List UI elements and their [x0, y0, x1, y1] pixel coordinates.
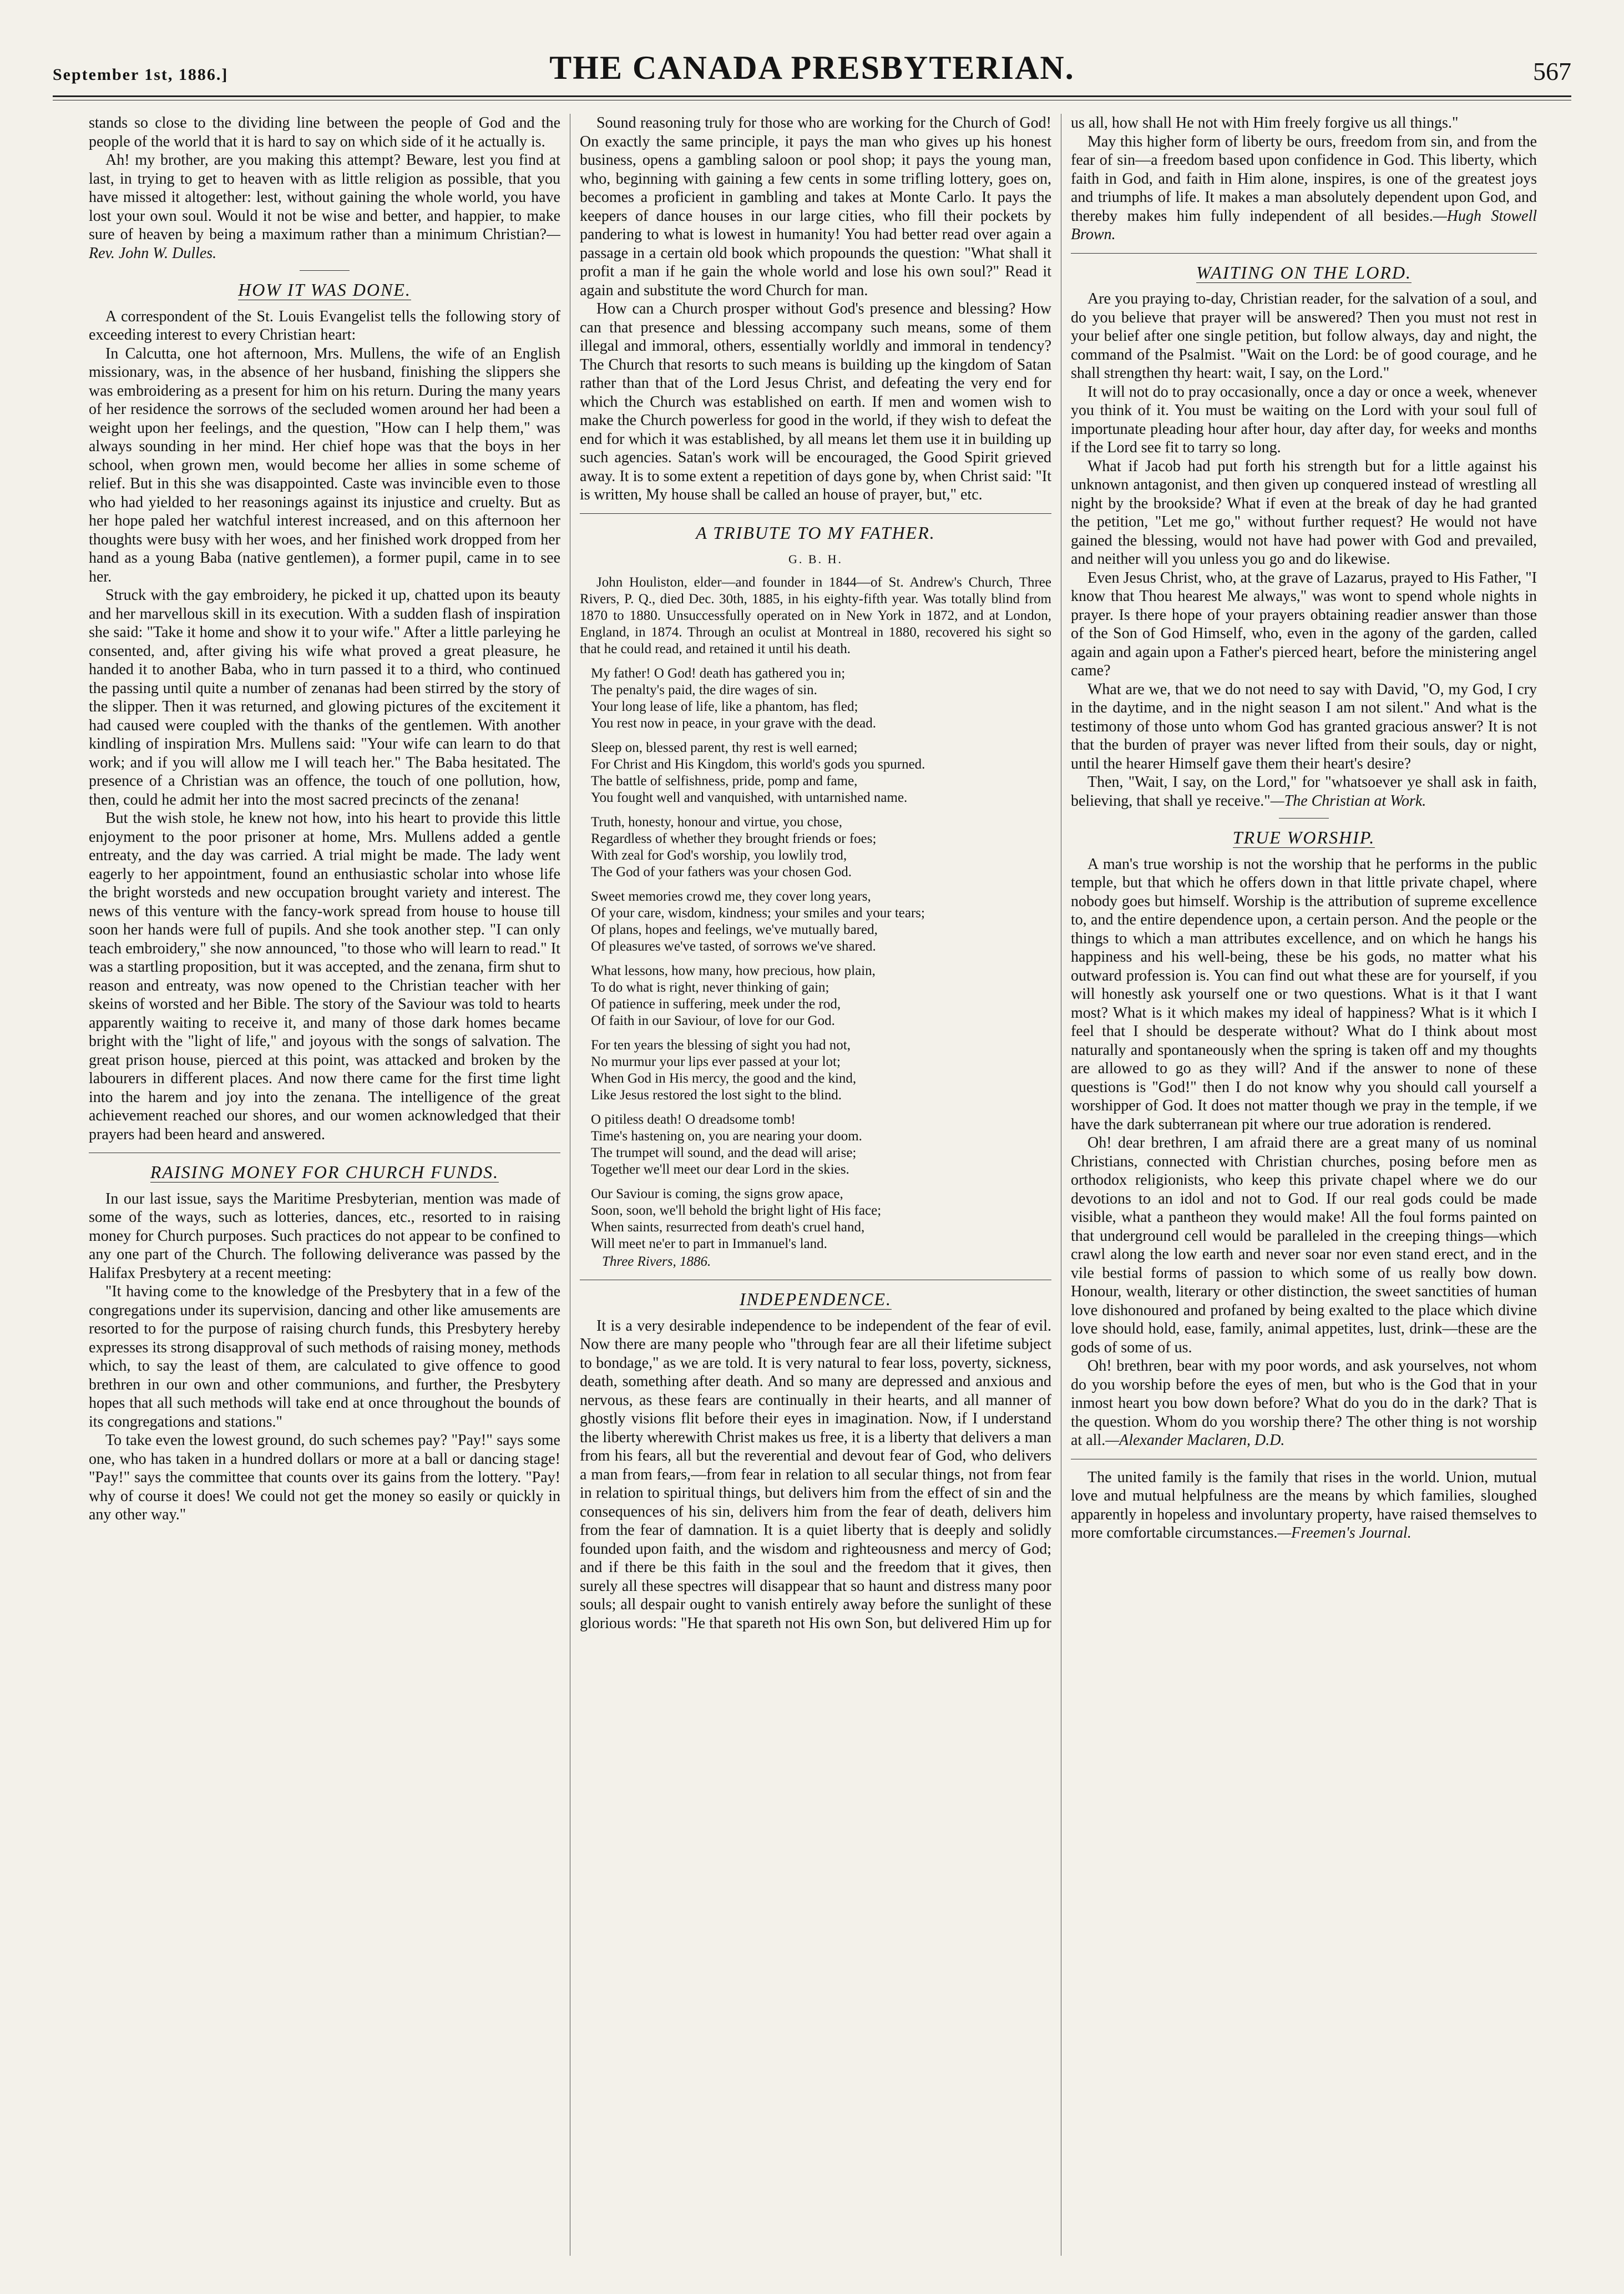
paragraph: Sound reasoning truly for those who are working for the Church of God! On exactly the same principle, it pays the man who gives up his honest business, opens a gambling saloon or pool shop; it pays the young man, who, beginning with gaining a few cents in some trifling lottery, goes on, becomes a proficient in gambling and takes at Monte Carlo. It pays the keepers of dance houses in our large cities, who fill their pockets by pandering to what is lowest in humanity! You had better read over again a passage in a certain old book which propounds the question: "What shall it profit a man if he gain the whole world and lose his own soul?" Read it again and substitute the word Church for man. — [580, 114, 1051, 299]
poem-stanza: Sweet memories crowd me, they cover long years, Of your care, wisdom, kindness; your smiles and your tears; Of plans, hopes and feelings, we've mutually bared, Of pleasures we've tasted, of sorrows we've shared. — [591, 888, 925, 954]
paragraph: What are we, that we do not need to say with David, "O, my God, I cry in the daytime, and in the night season I am not silent." And what is the testimony of those unto whom God has granted gracious answer? It is not that the burden of prayer was never lifted from their souls, day or night, until the hearer Himself gave them their heart's desire? — [1071, 680, 1537, 772]
separator — [300, 270, 350, 271]
heading-text: TRUE WORSHIP. — [1232, 827, 1375, 847]
paragraph: Struck with the gay embroidery, he picked it up, chatted upon its beauty and her marvellous skill in its execution. With a sudden flash of inspiration she said: "Take it home and show it to your wife." After a little parleying he consented, and, after giving his wife what proved a great pleasure, he handed it to another Baba, who in turn passed it to a third, who continued the passing until quite a number of zenanas had been stirred by the story of the slipper. Then it was returned, and glowing pictures of the excitement it had caused were coupled with the thanks of the gentlemen. With another kindling of inspiration Mrs. Mullens said: "Your wife can learn to do that work; and if you will allow me I will teach her." The Baba hesitated. The presence of a Christian was an offence, the touch of one pollution, how, then, could he admit her into the most sacred precincts of the zenana! — [89, 587, 560, 809]
paragraph: "It having come to the knowledge of the Presbytery that in a few of the congregations under its supervision, dancing and other like amusements are resorted to for the purpose of raising church funds, this Presbytery hereby expresses its strong disapproval of such methods of raising money, methods which, to say the least of them, are calculated to give offence to good brethren in our own and other communions, and further, the Presbytery hopes that all such methods will take end at once throughout the bounds of its congregations and stations." — [89, 1283, 560, 1431]
paragraph — [1071, 1357, 1537, 1450]
byline: G. B. H. — [788, 552, 843, 566]
separator — [580, 513, 1051, 514]
paragraph: us all, how shall He not with Him freely forgive us all things." — [1071, 114, 1459, 132]
paragraph — [1071, 1468, 1537, 1543]
attribution: —Rev. John W. Dulles. — [89, 226, 560, 262]
heading-text: RAISING MONEY FOR CHURCH FUNDS. — [150, 1162, 499, 1182]
separator — [1071, 253, 1537, 254]
poem-stanza: Truth, honesty, honour and virtue, you chose, Regardless of whether they brought friends or foes; With zeal for God's worship, you lowlily trod, The God of your fathers was your chosen God. — [591, 814, 877, 880]
column-2 — [580, 114, 1051, 2272]
column-3 — [1071, 114, 1537, 2272]
masthead-rule — [53, 95, 1571, 97]
newspaper-title: THE CANADA PRESBYTERIAN. — [549, 49, 1075, 86]
page-number: 567 — [1533, 57, 1571, 85]
paragraph: Even Jesus Christ, who, at the grave of Lazarus, prayed to His Father, "I know that Thou hearest Me always," was wont to spend whole nights in prayer. Is there hope of your prayers obtaining readier answer than those of the Son of God Himself, who, even in the agony of the garden, called again and again upon a Father's pierced heart, before the ministering angel came? — [1071, 569, 1537, 679]
attribution: —Alexander Maclaren, D.D. — [1105, 1432, 1285, 1449]
paragraph-text: Ah! my brother, are you making this attempt? Beware, lest you find at last, in trying to get to heaven with as little religion as possible, that you have missed it altogether: lest, without gaining the whole world, you have lost your own soul. Would it not be wise and better, and happier, to make sure of heaven by being a maximum rather than a minimum Christian? — [89, 151, 560, 243]
article-heading — [89, 281, 560, 300]
paragraph-text: Oh! brethren, bear with my poor words, and ask yourselves, not whom do you worship before the eyes of men, but who is the God that in your inmost heart you bow down before? What do you do in the dark? That is the question. Whom do you worship there? The other thing is not worship at all. — [1071, 1357, 1537, 1449]
heading-text: WAITING ON THE LORD. — [1196, 262, 1411, 282]
paragraph-text: The united family is the family that rises in the world. Union, mutual love and mutual helpfulness are the means by which families, sloughed apparently in hopeless and involuntary property, have raised themselves to more comfortable circumstances. — [1071, 1468, 1537, 1542]
paragraph-text: Then, "Wait, I say, on the Lord," for "whatsoever ye shall ask in faith, believing, that shall ye receive." — [1071, 774, 1537, 810]
attribution: —The Christian at Work. — [1270, 792, 1426, 810]
paragraph: stands so close to the dividing line between the people of God and the people of the world that it is hard to say on which side of it he actually is. — [89, 114, 560, 150]
paragraph-text: May this higher form of liberty be ours, freedom from sin, and from the fear of sin—a freedom based upon confidence in God. This liberty, which faith in God, and faith in Him alone, inspires, is one of the greatest joys and triumphs of life. It makes a man absolutely dependent upon God, and thereby makes him fully independent of all besides. — [1071, 133, 1537, 225]
paragraph — [89, 151, 560, 262]
issue-date: September 1st, 1886.] — [53, 65, 229, 84]
paragraph: In our last issue, says the Maritime Presbyterian, mention was made of some of the ways, such as lotteries, dances, etc., resorted to in raising money for Church purposes. Such practices do not appear to be confined to any one part of the Church. The following deliverance was passed by the Halifax Presbytery at a recent meeting: — [89, 1190, 560, 1282]
masthead — [53, 49, 1571, 100]
article-heading: A TRIBUTE TO MY FATHER. — [696, 522, 935, 543]
heading-text: INDEPENDENCE. — [740, 1289, 892, 1309]
paragraph: A correspondent of the St. Louis Evangelist tells the following story of exceeding interest to every Christian heart: — [89, 307, 560, 343]
column-1 — [89, 114, 560, 2272]
paragraph: Oh! dear brethren, I am afraid there are a great many of us nominal Christians, connected with Christian churches, posing before men as orthodox religionists, who keep this private chapel where we do our devotions to an idol and not to God. If our real gods could be made visible, what a pantheon they would make! All the foul forms painted on that underground cell would be paralleled in the creeping things—which crawl along the low earth and never soar nor even stand erect, and in the vile bestial forms of passion to which some of us really bow down. Honour, wealth, literary or other distinction, the sweet sanctities of human love dishonoured and profaned by being exalted to the place which divine love should hold, ease, family, animal appetites, lust, drink—these are the gods of some of us. — [1071, 1134, 1537, 1356]
paragraph — [1071, 773, 1537, 810]
paragraph — [1071, 133, 1537, 244]
paragraph: How can a Church prosper without God's presence and blessing? How can that presence and blessing accompany such means, some of them illegal and immoral, others, essentially worldly and immoral in tendency? The Church that resorts to such means is building up the kingdom of Satan rather than that of the Lord Jesus Christ, and defeating the very end for which the Church was established on earth. If men and women wish to make the Church powerless for good in the world, if they wish to defeat the end for which it was established, by all means let them use it in building up such agencies. Satan's work will be encouraged, the Good Spirit grieved away. It is to some extent a repetition of days gone by, when Christ said: "It is written, My house shall be called an house of prayer, but," etc. — [580, 300, 1051, 503]
poem-intro: John Houliston, elder—and founder in 1844—of St. Andrew's Church, Three Rivers, P. Q., died Dec. 30th, 1885, in his eighty-fifth year. Was totally blind from 1870 to 1880. Unsuccessfully operated on in New York in 1872, and at London, England, in 1874. Through an oculist at Montreal in 1880, recovered his sight so that he could read, and retained it until his death. — [580, 574, 1051, 656]
attribution: —Freemen's Journal. — [1277, 1524, 1411, 1542]
article-heading — [89, 1163, 560, 1182]
paragraph: Are you praying to-day, Christian reader, for the salvation of a soul, and do you believe that prayer will be answered? Then you must not rest in your belief after one single petition, but follow always, day and night, the command of the Psalmist. "Wait on the Lord: be of good courage, and he shall strengthen thy heart: wait, I say, on the Lord." — [1071, 290, 1537, 382]
paragraph: It is a very desirable independence to be independent of the fear of evil. Now there are many people who "through fear are all their lifetime subject to bondage," as we are told. It is very natural to fear loss, poverty, sickness, death, something after death. And so many are depressed and anxious and nervous, as these fears are continually in their hearts, and all manner of ghostly visions flit before their eyes in imagination. Now, if I understand the liberty wherewith Christ makes us free, it is a liberty that delivers a man from his fears, all but the reverential and devout fear of God, who delivers a man from fears,—from fear in relation to all secular things, not from fear in relation to spiritual things, but delivers him from the effect of sin and the consequences of his sin, delivers him from the fear of death, delivers him from the fear of damnation. It is a quiet liberty that is deeply and solidly founded upon faith, and the wisdom and righteousness and mercy of God; and if there be this faith in the soul and the freedom that it gives, then surely all these spectres will disappear that so haunt and distress many poor souls; all despair ought to vanish entirely away before the sunlight of these glorious words: "He that spareth not His own Son, but delivered Him up for — [580, 1317, 1051, 1632]
paragraph: To take even the lowest ground, do such schemes pay? "Pay!" says some one, who has taken in a hundred dollars or more at a ball or dancing stage! "Pay!" says the committee that counts over its gains from the lottery. "Pay! why of course it does! We could not get the money so easily or quickly in any other way." — [89, 1432, 560, 1523]
poem-place: Three Rivers, 1886. — [602, 1254, 711, 1269]
heading-text: HOW IT WAS DONE. — [238, 280, 411, 300]
paragraph: It will not do to pray occasionally, once a day or once a week, whenever you think of it. You must be waiting on the Lord with your soul full of importunate pleading hour after hour, day after day, for weeks and months if the Lord see fit to tarry so long. — [1071, 383, 1537, 456]
article-heading — [1071, 828, 1537, 847]
article-heading — [580, 1290, 1051, 1309]
attribution: —Hugh Stowell Brown. — [1071, 207, 1537, 243]
poem-stanza: O pitiless death! O dreadsome tomb! Time's hastening on, you are nearing your doom. The trumpet will sound, and the dead will arise; Together we'll meet our dear Lord in the skies. — [591, 1111, 862, 1177]
paragraph: What if Jacob had put forth his strength but for a little against his unknown antagonist, and then given up conquered instead of wrestling all night by the brookside? What if even at the break of day he had granted the petition, "Let me go," without further request? He would not have gained the blessing, would not have had power with God and prevailed, and neither will you unless you go and do likewise. — [1071, 457, 1537, 568]
poem-stanza: My father! O God! death has gathered you in; The penalty's paid, the dire wages of sin. Your long lease of life, like a phantom, has fled; You rest now in peace, in your grave with the dead. — [591, 665, 877, 731]
paragraph: A man's true worship is not the worship that he performs in the public temple, but that which he offers down in that little private chapel, where nobody goes but himself. Worship is the attribution of supreme excellence to, and the entire dependence upon, a certain person. And the people or the things to which a man attributes excellence, and on which he hangs his happiness and his well-being, these be his gods, no matter what his outward profession is. You can find out what these are for yourself, if you will honestly ask yourself one or two questions. What is it that I want most? What is it which makes my ideal of happiness? What is it which I feel that I should be desperate without? What do I think about most naturally and spontaneously when the spring is taken off and my thoughts are allowed to go as they will? And if the answer to none of these questions is "God!" then I do not know why you should call yourself a worshipper of God. It does not matter though we pray in the temple, if we have the dark subterranean pit where our true adoration is rendered. — [1071, 855, 1537, 1133]
paragraph: In Calcutta, one hot afternoon, Mrs. Mullens, the wife of an English missionary, was, in the absence of her husband, finishing the slippers she was embroidering as a present for him on his return. During the many years of her residence the sorrows of the secluded women around her had been a weight upon her feelings, and the question, "How can I help them," was always sounding in her mind. Her chief hope was that the boys in her school, when grown men, would become her allies in some scheme of relief. But in this she was disappointed. Caste was invincible even to those who had yielded to her reasonings against its injustice and cruelty. But as her hope paled her watchful interest increased, and on this afternoon her thoughts were busy with her woes, and her finished work dropped from her hand as a young Baba (native gentlemen), a former pupil, came in to see her. — [89, 345, 560, 585]
poem-stanza: For ten years the blessing of sight you had not, No murmur your lips ever passed at your lot; When God in His mercy, the good and the kind, Like Jesus restored the lost sight to the blind. — [591, 1037, 857, 1103]
paragraph: But the wish stole, he knew not how, into his heart to provide this little enjoyment to the poor prisoner at home, Mrs. Mullens added a gentle entreaty, and the day was carried. A trial might be made. The lady went eagerly to her appointment, found an enthusiastic scholar into whose life the bright worsteds and new occupation brought variety and interest. The news of this venture with the fancy-work spread from house to house till soon her hands were full of pupils. And she took another step. "I can only teach embroidery," she now announced, "to those who will learn to read." It was a startling proposition, but it was accepted, and the zenana, firm shut to reason and entreaty, was now opened to the Christian teacher with her skeins of worsted and her Bible. The story of the Saviour was told to hearts apparently waiting to receive it, and many of those dark homes became bright with the "light of life," and joyous with the songs of salvation. The great prison house, pierced at this point, was attacked and broken by the labourers in different places. And now there came for the first time light into the harem and joy into the zenana. The intelligence of the great achievement reached our shores, and our women acknowledged that their prayers had been heard and answered. — [89, 810, 560, 1143]
poem-stanza: Our Saviour is coming, the signs grow apace, Soon, soon, we'll behold the bright light of His face; When saints, resurrected from death's cruel hand, Will meet ne'er to part in Immanuel's land. — [591, 1186, 882, 1251]
poem-stanza: Sleep on, blessed parent, thy rest is well earned; For Christ and His Kingdom, this world's gods you spurned. The battle of selfishness, pride, pomp and fame, You fought well and vanquished, with untarnished name. — [591, 740, 925, 805]
article-heading — [1071, 264, 1537, 282]
poem-stanza: What lessons, how many, how precious, how plain, To do what is right, never thinking of gain; Of patience in suffering, meek under the rod, Of faith in our Saviour, of love for our God. — [591, 963, 876, 1028]
